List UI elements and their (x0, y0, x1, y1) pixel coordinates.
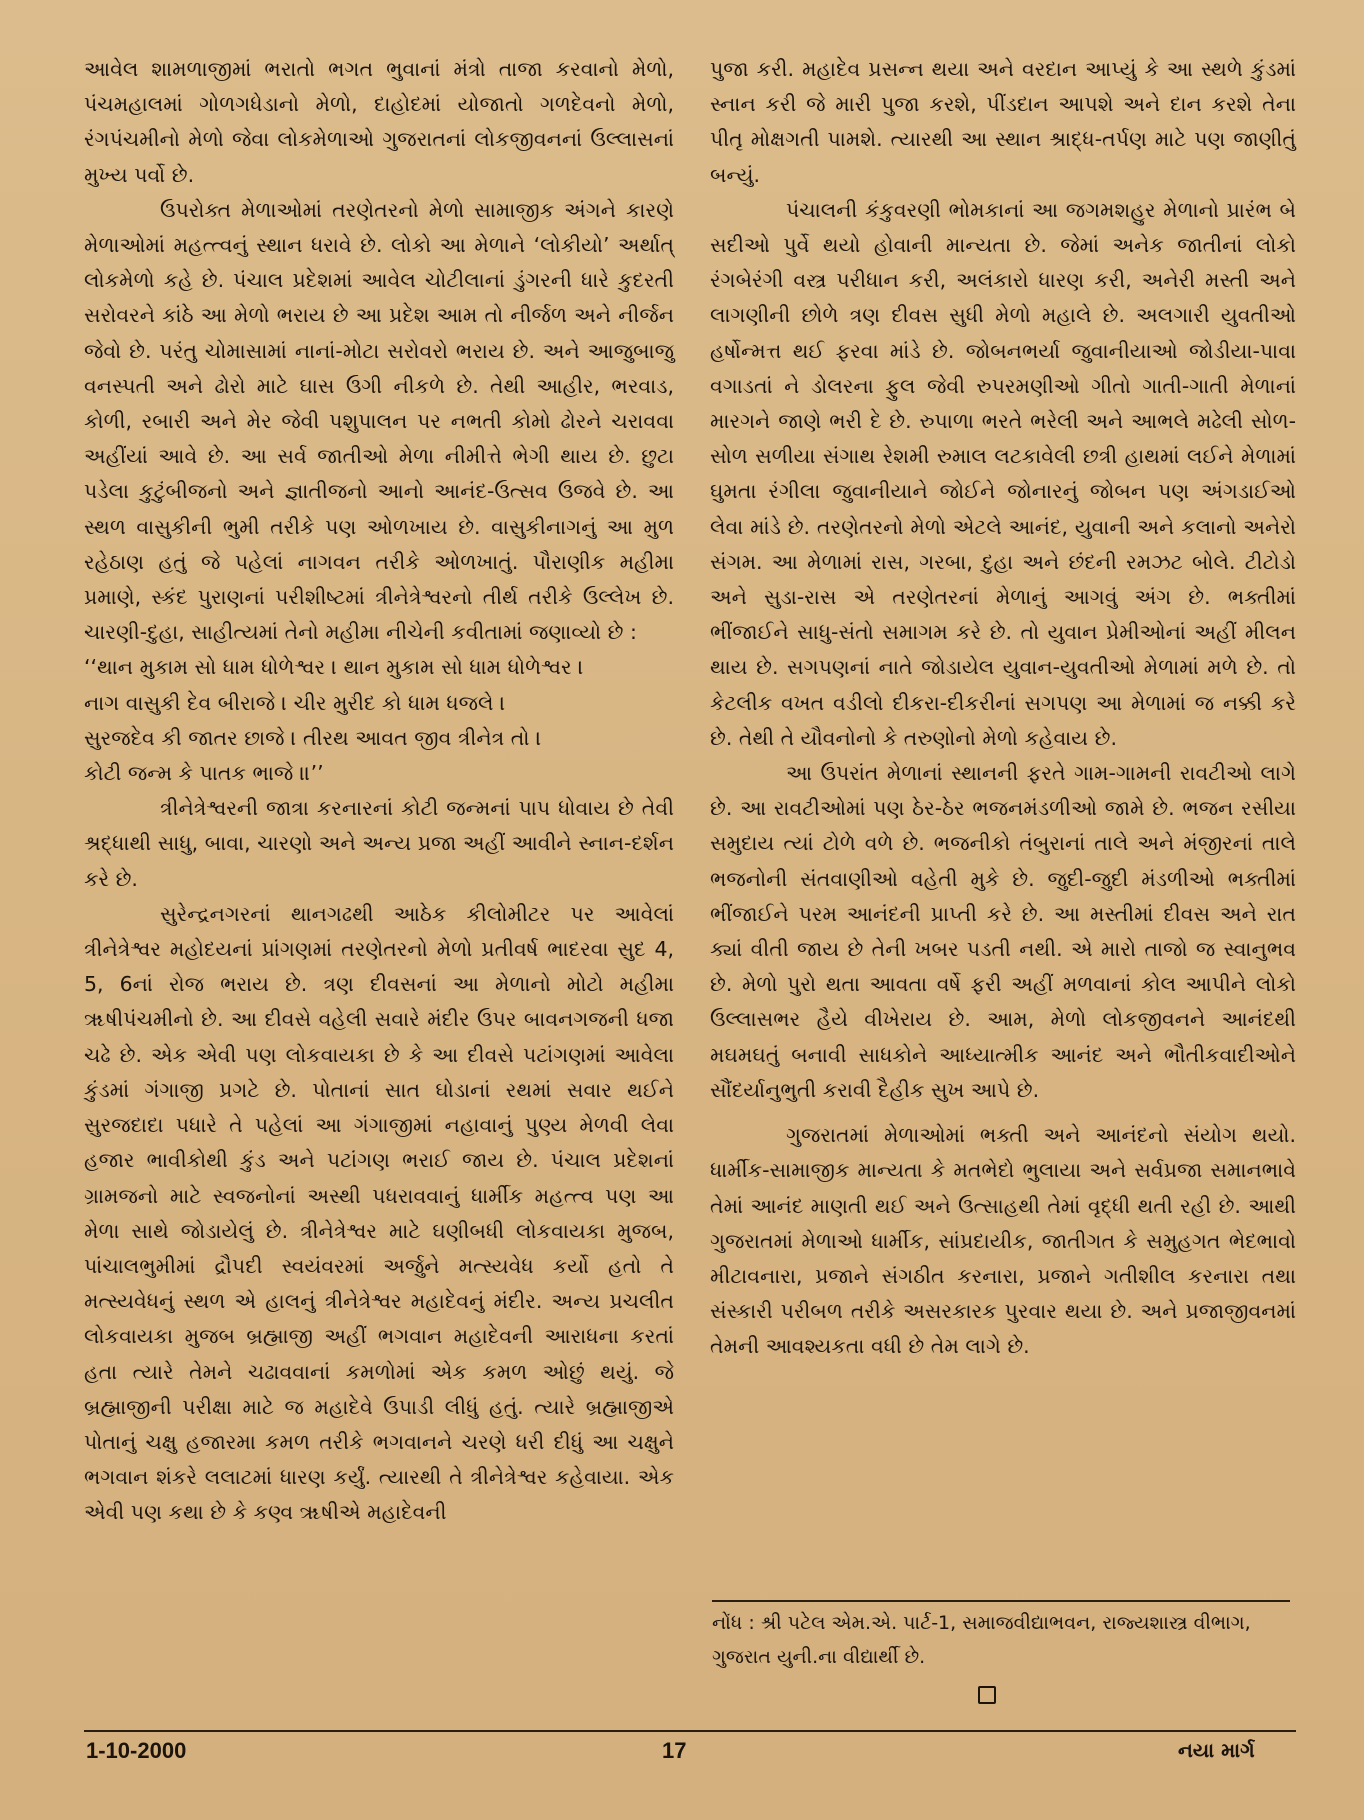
paragraph: ગુજરાતમાં મેળાઓમાં ભક્તી અને આનંદનો સંયોગ થયો. ધાર્મીક-સામાજીક માન્યતા કે મતભેદો ભુલાયા અને સર્વપ્રજા સમાનભાવે તેમાં આનંદ માણતી થઈ અને ઉત્સાહથી તેમાં વૃદ્ધી થતી રહી છે. આથી ગુજરાતમાં મેળાઓ ધાર્મીક, સાંપ્રદાયીક, જાતીગત કે સમુહગત ભેદભાવો મીટાવનારા, પ્રજાને સંગઠીત કરનારા, પ્રજાને ગતીશીલ કરનારા તથા સંસ્કારી પરીબળ તરીકે અસરકારક પુરવાર થયા છે. અને પ્રજાજીવનમાં તેમની આવશ્યકતા વધી છે તેમ લાગે છે. (710, 1123, 1296, 1359)
poem-line: કોટી જન્મ કે પાતક ભાજે ॥’’ (84, 761, 324, 786)
paragraph: ત્રીનેત્રેશ્વરની જાત્રા કરનારનાં કોટી જન્મનાં પાપ ધોવાય છે તેવી શ્રદ્ધાથી સાધુ, બાવા, ચારણો અને અન્ય પ્રજા અહીં આવીને સ્નાન-દર્શન કરે છે. (84, 796, 674, 891)
paragraph: આવેલ શામળાજીમાં ભરાતો ભગત ભુવાનાં મંત્રો તાજા કરવાનો મેળો, પંચમહાલમાં ગોળગધેડાનો મેળો, દાહોદમાં યોજાતો ગળદેવનો મેળો, રંગપંચમીનો મેળો જેવા લોકમેળાઓ ગુજરાતનાં લોકજીવનનાં ઉલ્લાસનાં મુખ્ય પર્વો છે. (84, 57, 674, 187)
right-column (710, 52, 1296, 1365)
note-divider (712, 1600, 1290, 1602)
left-column (84, 52, 674, 1531)
end-of-article-icon (978, 1686, 996, 1704)
footer-divider (84, 1730, 1296, 1732)
page-number: 17 (662, 1738, 687, 1763)
paragraph: સુરેન્દ્રનગરનાં થાનગઢથી આઠેક કીલોમીટર પર આવેલાં ત્રીનેત્રેશ્વર મહોદયનાં પ્રાંગણમાં તરણેતરનો મેળો પ્રતીવર્ષ ભાદરવા સુદ 4, 5, 6નાં રોજ ભરાય છે. ત્રણ દીવસનાં આ મેળાનો મોટો મહીમા ૠષીપંચમીનો છે. આ દીવસે વહેલી સવારે મંદીર ઉપર બાવનગજની ધજા ચઢે છે. એક એવી પણ લોકવાયકા છે કે આ દીવસે પટાંગણમાં આવેલા કુંડમાં ગંગાજી પ્રગટે છે. પોતાનાં સાત ઘોડાનાં રથમાં સવાર થઈને સુરજદાદા પધારે તે પહેલાં આ ગંગાજીમાં નહાવાનું પુણ્ય મેળવી લેવા હજાર ભાવીકોથી કુંડ અને પટાંગણ ભરાઈ જાય છે. પંચાલ પ્રદેશનાં ગ્રામજનો માટે સ્વજનોનાં અસ્થી પધરાવવાનું ધાર્મીક મહત્ત્વ પણ આ મેળા સાથે જોડાયેલું છે. ત્રીનેત્રેશ્વર માટે ઘણીબધી લોકવાયકા મુજબ, પાંચાલભુમીમાં દ્રૌપદી સ્વયંવરમાં અર્જુને મત્સ્યવેધ કર્યો હતો તે મત્સ્યવેધનું સ્થળ એ હાલનું ત્રીનેત્રેશ્વર મહાદેવનું મંદીર. અન્ય પ્રચલીત લોકવાયકા મુજબ બ્રહ્માજી અહીં ભગવાન મહાદેવની આરાધના કરતાં હતા ત્યારે તેમને ચઢાવવાનાં કમળોમાં એક કમળ ઓછું થયું. જે બ્રહ્માજીની પરીક્ષા માટે જ મહાદેવે ઉપાડી લીધું હતું. ત્યારે બ્રહ્માજીએ પોતાનું ચક્ષુ હજારમા કમળ તરીકે ભગવાનને ચરણે ધરી દીધું આ ચક્ષુને ભગવાન શંકરે લલાટમાં ધારણ કર્યું. ત્યારથી તે ત્રીનેત્રેશ્વર કહેવાયા. એક એવી પણ કથા છે કે કણ્વ ૠષીએ મહાદેવની (84, 901, 674, 1525)
poem-line: નાગ વાસુકી દેવ બીરાજે । ચીર મુરીદ કો ધામ ધજલે । (84, 690, 506, 715)
issue-date: 1-10-2000 (86, 1738, 187, 1763)
paragraph: પંચાલની કંકુવરણી ભોમકાનાં આ જગમશહુર મેળાનો પ્રારંભ બે સદીઓ પુર્વે થયો હોવાની માન્યતા છે. જેમાં અનેક જાતીનાં લોકો રંગબેરંગી વસ્ત્ર પરીધાન કરી, અલંકારો ધારણ કરી, અનેરી મસ્તી અને લાગણીની છોળે ત્રણ દીવસ સુધી મેળો મહાલે છે. અલગારી યુવતીઓ હર્ષોન્મત્ત થઈ ફરવા માંડે છે. જોબનભર્યા જુવાનીયાઓ જોડીયા-પાવા વગાડતાં ને ડોલરના ફુલ જેવી રુપરમણીઓ ગીતો ગાતી-ગાતી મેળાનાં મારગને જાણે ભરી દે છે. રુપાળા ભરતે ભરેલી અને આભલે મઢેલી સોળ-સોળ સળીયા સંગાથ રેશમી રુમાલ લટકાવેલી છત્રી હાથમાં લઈને મેળામાં ઘુમતા રંગીલા જુવાનીયાને જોઈને જોનારનું જોબન પણ અંગડાઈઓ લેવા માંડે છે. તરણેતરનો મેળો એટલે આનંદ, યુવાની અને કલાનો અનેરો સંગમ. આ મેળામાં રાસ, ગરબા, દુહા અને છંદની રમઝટ બોલે. ટીટોડો અને સુડા-રાસ એ તરણેતરનાં મેળાનું આગવું અંગ છે. ભક્તીમાં ભીંજાઈને સાધુ-સંતો સમાગમ કરે છે. તો યુવાન પ્રેમીઓનાં અહીં મીલન થાય છે. સગપણનાં નાતે જોડાયેલ યુવાન-યુવતીઓ મેળામાં મળે છે. તો કેટલીક વખત વડીલો દીકરા-દીકરીનાં સગપણ આ મેળામાં જ નક્કી કરે છે. તેથી તે યૌવનોનો કે તરુણોનો મેળો કહેવાય છે. (710, 197, 1296, 750)
paragraph: આ ઉપરાંત મેળાનાં સ્થાનની ફરતે ગામ-ગામની રાવટીઓ લાગે છે. આ રાવટીઓમાં પણ ઠેર-ઠેર ભજનમંડળીઓ જામે છે. ભજન રસીયા સમુદાય ત્યાં ટોળે વળે છે. ભજનીકો તંબુરાનાં તાલે અને મંજીરનાં તાલે ભજનોની સંતવાણીઓ વહેતી મુકે છે. જુદી-જુદી મંડળીઓ ભક્તીમાં ભીંજાઈને પરમ આનંદની પ્રાપ્તી કરે છે. આ મસ્તીમાં દીવસ અને રાત ક્યાં વીતી જાય છે તેની ખબર પડતી નથી. એ મારો તાજો જ સ્વાનુભવ છે. મેળો પુરો થતા આવતા વર્ષે ફરી અહીં મળવાનાં કોલ આપીને લોકો ઉલ્લાસભર હૈયે વીખેરાય છે. આમ, મેળો લોકજીવનને આનંદથી મઘમઘતું બનાવી સાધકોને આધ્યાત્મીક આનંદ અને ભૌતીકવાદીઓને સૌંદર્યાનુભુતી કરાવી દૈહીક સુખ આપે છે. (710, 761, 1296, 1102)
poem-quote (84, 650, 674, 791)
magazine-name: નયા માર્ગ (1178, 1738, 1255, 1762)
paragraph: ઉપરોક્ત મેળાઓમાં તરણેતરનો મેળો સામાજીક અંગને કારણે મેળાઓમાં મહત્ત્વનું સ્થાન ધરાવે છે. લોકો આ મેળાને ‘લોકીયો’ અર્થાત્ લોકમેળો કહે છે. પંચાલ પ્રદેશમાં આવેલ ચોટીલાનાં ડુંગરની ધારે કુદરતી સરોવરને કાંઠે આ મેળો ભરાય છે આ પ્રદેશ આમ તો નીર્જળ અને નીર્જન જેવો છે. પરંતુ ચોમાસામાં નાનાં-મોટા સરોવરો ભરાય છે. અને આજુબાજુ વનસ્પતી અને ઢોરો માટે ઘાસ ઉગી નીકળે છે. તેથી આહીર, ભરવાડ, કોળી, રબારી અને મેર જેવી પશુપાલન પર નભતી કોમો ઢોરને ચરાવવા અહીંયાં આવે છે. આ સર્વ જાતીઓ મેળા નીમીત્તે ભેગી થાય છે. છુટા પડેલા કુટુંબીજનો અને જ્ઞાતીજનો આનો આનંદ-ઉત્સવ ઉજવે છે. આ સ્થળ વાસુકીની ભુમી તરીકે પણ ઓળખાય છે. વાસુકીનાગનું આ મુળ રહેઠાણ હતું જે પહેલાં નાગવન તરીકે ઓળખાતું. પૌરાણીક મહીમા પ્રમાણે, સ્કંદ પુરાણનાં પરીશીષ્ટમાં ત્રીનેત્રેશ્વરનો તીર્થ તરીકે ઉલ્લેખ છે. ચારણી-દુહા, સાહીત્યમાં તેનો મહીમા નીચેની કવીતામાં જણાવ્યો છે : (84, 197, 674, 645)
paragraph: પુજા કરી. મહાદેવ પ્રસન્ન થયા અને વરદાન આપ્યું કે આ સ્થળે કુંડમાં સ્નાન કરી જે મારી પુજા કરશે, પીંડદાન આપશે અને દાન કરશે તેના પીતૃ મોક્ષગતી પામશે. ત્યારથી આ સ્થાન શ્રાદ્ધ-તર્પણ માટે પણ જાણીતું બન્યું. (710, 57, 1296, 187)
poem-line: સુરજદેવ કી જાતર છાજે । તીરથ આવત જીવ ત્રીનેત્ર તો । (84, 725, 542, 750)
poem-line: ‘‘થાન મુકામ સો ધામ ધોળેશ્વર । થાન મુકામ સો ધામ ધોળેશ્વર । (84, 655, 584, 680)
author-note: નોંધ : શ્રી પટેલ એમ.એ. પાર્ટ-1, સમાજવીદ્યાભવન, રાજ્યશાસ્ત્ર વીભાગ, ગુજરાત યુની.ના વીદ્યાર્થી છે. (712, 1612, 1251, 1668)
